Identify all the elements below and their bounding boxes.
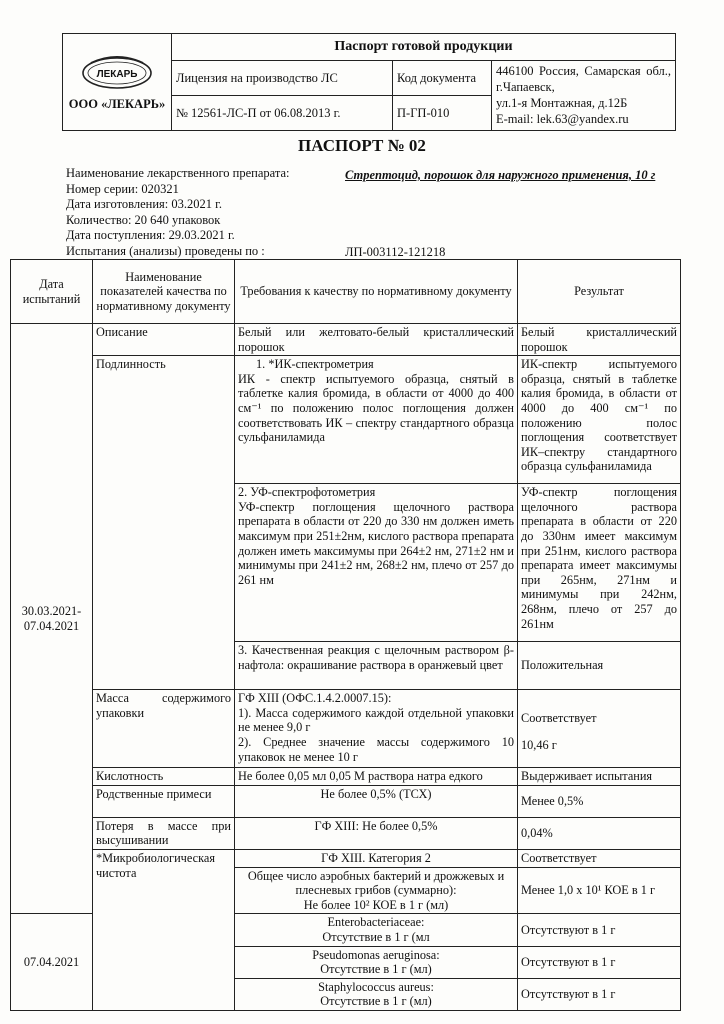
logo-text: ЛЕКАРЬ (96, 68, 138, 80)
requirement-line: Enterobacteriaceae: (327, 915, 425, 930)
indicator-name: Подлинность (93, 356, 235, 690)
requirement (235, 484, 518, 642)
table-row (11, 768, 681, 786)
code-value: П-ГП-010 (393, 96, 492, 131)
method-body: ИК - спектр испытуемого образца, снятый в таблетке калия бромида, в области от 4000 до 400 см⁻¹ по положению полос поглощения должен соответствовать ИК – спектру стандартного образца сульфаниламида (238, 371, 514, 445)
requirement-line: ГФ XIII (ОФС.1.4.2.0007.15): (238, 691, 392, 706)
tests-label: Испытания (анализы) проведены по : (66, 243, 265, 258)
requirement-line: Отсутствие в 1 г (мл) (320, 994, 432, 1009)
requirement-line: Общее число аэробных бактерий и дрожжевых и плесневых грибов (суммарно): (247, 868, 505, 898)
test-date-2: 07.04.2021 (11, 914, 93, 1011)
result: Белый кристаллический порошок (518, 324, 681, 356)
requirement: Не более 0,5% (ТСХ) (235, 785, 518, 817)
result: Отсутствуют в 1 г (518, 946, 681, 978)
quantity: Количество: 20 640 упаковок (66, 212, 221, 227)
list-number: 1. (256, 357, 266, 372)
drug-label: Наименование лекарственного препарата: (66, 166, 290, 180)
address-line1: 446100 Россия, Самарская обл., г.Чапаевск, (496, 64, 671, 94)
license-value: № 12561-ЛС-П от 06.08.2013 г. (172, 96, 393, 131)
requirement-line: Отсутствие в 1 г (мл (322, 929, 430, 944)
requirement: Не более 0,05 мл 0,05 М раствора натра едкого (235, 768, 518, 786)
indicator-name: *Микробиологическая чистота (93, 849, 235, 1010)
lekar-logo-icon (79, 53, 155, 93)
requirement (235, 867, 518, 914)
result: Отсутствуют в 1 г (518, 978, 681, 1010)
result: Менее 0,5% (518, 785, 681, 817)
requirement-line: Не более 10² КОЕ в 1 г (мл) (303, 897, 449, 912)
indicator-name: Масса содержимого упаковки (93, 690, 235, 768)
table-row (11, 817, 681, 849)
result: Выдерживает испытания (518, 768, 681, 786)
requirement (235, 914, 518, 946)
address-cell (492, 61, 676, 131)
requirement-line: Отсутствие в 1 г (мл) (320, 962, 432, 977)
requirement-line: Pseudomonas aeruginosa: (312, 947, 440, 962)
requirement: ГФ XIII: Не более 0,5% (235, 817, 518, 849)
result (518, 690, 681, 768)
requirement: ГФ XIII. Категория 2 (235, 849, 518, 867)
method-title: *ИК-спектрометрия (268, 357, 374, 372)
method-body: УФ-спектр поглощения щелочного раствора препарата в области от 220 до 330 нм должен иметь максимум при 251±2нм, кислого раствора препарата должен иметь максимумы при 264±2 нм, 271±2 нм и минимумы при 241±2 нм, 268±2 нм, плечо от 257 до 261 нм (238, 499, 514, 587)
table-row (11, 849, 681, 867)
indicator-name: Описание (93, 324, 235, 356)
series: Номер серии: 020321 (66, 181, 179, 196)
requirement-line: 1). Масса содержимого каждой отдельной упаковки не менее 9,0 г (238, 705, 514, 735)
result: 0,04% (518, 817, 681, 849)
result-line: Соответствует (521, 711, 597, 726)
doc-title: Паспорт готовой продукции (172, 34, 676, 61)
table-row (11, 356, 681, 484)
indicator-name: Потеря в массе при высушивании (93, 817, 235, 849)
header-indicator: Наименование показателей качества по нормативному документу (93, 260, 235, 324)
document-header (62, 33, 676, 131)
header-date: Дата испытаний (11, 260, 93, 324)
manufactured-date: Дата изготовления: 03.2021 г. (66, 197, 222, 211)
method-title: 2. УФ-спектрофотометрия (238, 485, 376, 500)
table-row (11, 785, 681, 817)
requirement (235, 978, 518, 1010)
tests-standard: ЛП-003112-121218 (345, 245, 446, 259)
code-label: Код документа (393, 61, 492, 96)
requirement (235, 690, 518, 768)
table-row (11, 690, 681, 768)
email: E-mail: lek.63@yandex.ru (496, 112, 629, 126)
requirement: Белый или желтовато-белый кристаллический порошок (235, 324, 518, 356)
org-name: ООО «ЛЕКАРЬ» (68, 96, 166, 111)
requirement (235, 946, 518, 978)
table-row (11, 324, 681, 356)
result: Отсутствуют в 1 г (518, 914, 681, 946)
result-line: 10,46 г (521, 737, 557, 752)
indicator-name: Родственные примеси (93, 785, 235, 817)
logo-cell (63, 34, 172, 131)
indicator-name: Кислотность (93, 768, 235, 786)
address-line2: ул.1-я Монтажная, д.12Б (496, 96, 628, 110)
meta-block (66, 166, 290, 259)
drug-name: Стрептоцид, порошок для наружного применения, 10 г (345, 168, 656, 182)
requirement-line: Staphylococcus aureus: (318, 979, 434, 994)
test-date-1: 30.03.2021-07.04.2021 (11, 324, 93, 914)
requirement (235, 356, 518, 484)
result: Соответствует (518, 849, 681, 867)
result: УФ-спектр поглощения щелочного раствора препарата в области от 220 до 330нм имеет максимум при 251нм, кислого раствора препарата имеет максимумы при 265нм, 271нм и минимумы при 242нм, 268нм, плечо от 257 до 261нм (518, 484, 681, 642)
result: Менее 1,0 х 10¹ КОЕ в 1 г (518, 867, 681, 914)
requirement-line: 2). Среднее значение массы содержимого 10 упаковок не менее 10 г (238, 734, 514, 764)
table-header-row (11, 260, 681, 324)
requirement: 3. Качественная реакция с щелочным раствором β-нафтола: окрашивание раствора в оранжевый цвет (235, 642, 518, 690)
passport-title: ПАСПОРТ № 02 (298, 136, 426, 155)
result: Положительная (518, 642, 681, 690)
received-date: Дата поступления: 29.03.2021 г. (66, 228, 235, 242)
quality-table (10, 259, 681, 1011)
header-result: Результат (518, 260, 681, 324)
header-requirement: Требования к качеству по нормативному документу (235, 260, 518, 324)
license-label: Лицензия на производство ЛС (172, 61, 393, 96)
result: ИК-спектр испытуемого образца, снятый в таблетке калия бромида, в области от 4000 до 400 см⁻¹ по положению полос поглощения соответствует ИК–спектру стандартного образца сульфаниламида (518, 356, 681, 484)
